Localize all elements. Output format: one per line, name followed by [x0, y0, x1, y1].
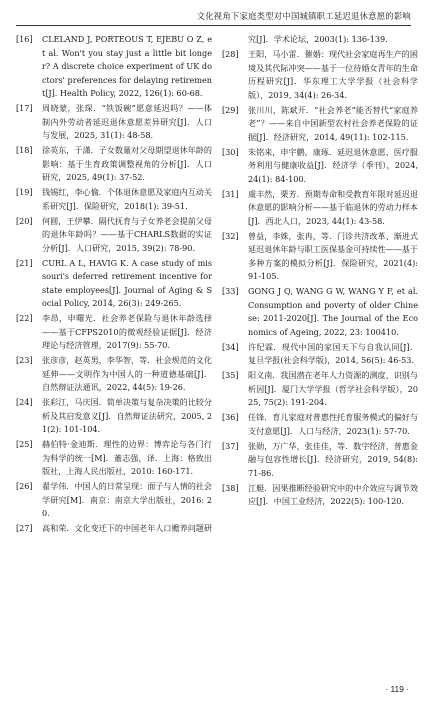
reference-entry	[222, 341, 418, 368]
reference-text: 赫伯特·金迪斯．理性的边界：博弈论与各门行为科学的统一[M]．董志强，译．上海：格致出版社，上海人民出版社，2010: 160-171.	[42, 439, 212, 476]
reference-entry	[16, 312, 212, 353]
references-right-column	[222, 33, 418, 510]
reference-entry	[16, 215, 212, 256]
reference-entry	[16, 354, 212, 395]
reference-number: [32]	[222, 230, 239, 241]
reference-number: [17]	[16, 103, 33, 113]
reference-entry	[222, 48, 418, 102]
reference-entry	[16, 396, 212, 437]
reference-number: [35]	[222, 370, 239, 380]
reference-text: 张勋，万广华，张佳佳，等．数字经济、普惠金融与包容性增长[J]．经济研究，2019, 54(8): 71-86.	[248, 440, 418, 478]
reference-text: 曾益，李姝，张冉，等．门诊共济改革、渐进式延迟退休年龄与职工医保基金可持续性——基于多种方案的模拟分析[J]．保险研究，2021(4): 91-105.	[248, 230, 418, 281]
header-rule	[16, 25, 411, 26]
reference-text: CURL A L, HAVIG K. A case study of missouri's deferred retirement incentive for state employees[J]. Journal of Aging & Social Policy, 2014, 26(3): 249-265.	[42, 257, 212, 308]
reference-entry	[222, 104, 418, 145]
reference-number: [29]	[222, 104, 239, 115]
reference-text: 徐英东，于潇．子女数量对父母期望退休年龄的影响：基于生育政策调整视角的分析[J]．人口研究，2025, 49(1): 37-52.	[42, 145, 212, 182]
reference-entry	[222, 369, 418, 410]
reference-number: [23]	[16, 355, 33, 365]
reference-text: 究[J]．学术论坛，2003(1): 136-139.	[248, 34, 388, 44]
reference-text: 何圆，王伊攀．隔代抚育与子女养老会提前父母的退休年龄吗？——基于CHARLS数据的实证分析[J]．人口研究，2015, 39(2): 78-90.	[42, 215, 212, 253]
reference-text: 张川川，陈斌开．“社会养老”能否替代“家庭养老”？——来自中国新型农村社会养老保险的证据[J]．经济研究，2014, 49(11): 102-115.	[248, 104, 418, 142]
reference-text: 高和荣．文化变迁下的中国老年人口赡养问题研	[42, 523, 212, 533]
reference-number: [24]	[16, 397, 33, 407]
reference-entry	[16, 480, 212, 521]
reference-number: [33]	[222, 286, 239, 296]
reference-entry	[222, 188, 418, 229]
reference-text: 虞丰然，栗芳．预期寿命和受教育年限对延迟退休意愿的影响分析——基于临退休的劳动力样本[J]．西北人口，2023, 44(1): 43-58.	[248, 188, 418, 226]
reference-number: [27]	[16, 523, 33, 533]
reference-number: [31]	[222, 188, 239, 199]
reference-entry	[222, 285, 418, 339]
reference-entry	[222, 230, 418, 284]
reference-entry	[222, 411, 418, 438]
reference-text: 阳义南．我国潜在老年人力资源的测度、识别与析因[J]．厦门大学学报（哲学社会科学版），2025, 75(2): 191-204.	[248, 370, 418, 407]
reference-number: [18]	[16, 145, 33, 155]
reference-entry	[222, 482, 418, 509]
reference-number: [26]	[16, 481, 33, 491]
reference-text: GONG J Q, WANG G W, WANG Y F, et al. Consumption and poverty of older Chinese: 2011-2020[J]. The Journal of the Economics of Ageing, 2022, 23: 100410.	[248, 286, 418, 337]
reference-text: 许纪霖．现代中国的家国天下与自我认同[J]．复旦学报(社会科学版)，2014, 56(5): 46-53.	[248, 341, 418, 365]
reference-text: 任锋．育儿家庭对普惠性托育服务模式的偏好与支付意愿[J]．人口与经济，2023(1): 57-70.	[248, 412, 418, 436]
reference-number: [21]	[16, 257, 33, 268]
reference-text: 翟学伟．中国人的日常呈现：面子与人情的社会学研究[M]．南京：南京大学出版社，2016: 20.	[42, 481, 212, 518]
reference-number: [25]	[16, 439, 33, 449]
running-header-title: 文化视角下家庭类型对中国城镇职工延迟退休意愿的影响	[196, 11, 411, 21]
reference-entry	[16, 186, 212, 213]
reference-text: 张彦彦，赵英男，李华智，等．社会规范的文化延伸——文明作为中国人的一种道德基础[J]．自然辩证法通讯，2022, 44(5): 19-26.	[42, 355, 212, 392]
reference-number: [16]	[16, 34, 33, 44]
reference-entry	[16, 522, 212, 536]
reference-number: [34]	[222, 341, 239, 352]
reference-number: [30]	[222, 146, 239, 157]
reference-text: 王阳，马小雷．催婚：现代社会家庭再生产的困境及其代际冲突——基于一位待婚女青年的生命历程研究[J]．华东理工大学学报（社会科学版），2019, 34(4): 26-34.	[248, 49, 418, 100]
reference-text: 李昂，申曙光．社会养老保险与退休年龄选择——基于CFPS2010的微观经验证据[J]．经济理论与经济管理，2017(9): 55-70.	[42, 313, 212, 350]
reference-text: CLELAND J, PORTEOUS T, EJEBU O Z, et al. Won't you stay just a little bit longer? A discrete choice experiment of UK doctors' preferences for delaying retirement[J]. Health Policy, 2022, 126(1): 60-68.	[42, 34, 212, 98]
reference-text: 张彩江，马庆国．简单决策与复杂决策的比较分析及其启发意义[J]．自然辩证法研究，2005, 21(2): 101-104.	[42, 397, 212, 434]
reference-entry	[16, 144, 212, 185]
reference-entry	[222, 33, 418, 47]
page-number: · 119 ·	[385, 684, 409, 694]
reference-number: [38]	[222, 482, 239, 493]
reference-number	[222, 33, 248, 47]
reference-entry	[222, 146, 418, 187]
reference-text: 江艇．因果推断经验研究中的中介效应与调节效应[J]．中国工业经济，2022(5): 100-120.	[248, 482, 418, 506]
running-header	[0, 0, 427, 28]
reference-entry	[16, 102, 212, 143]
reference-entry	[222, 440, 418, 481]
reference-text: 朱铭来，申宇鹏，康琢．延迟退休意愿、医疗服务利用与健康收益[J]．经济学（季刊），2024, 24(1): 84-100.	[248, 146, 418, 184]
reference-number: [28]	[222, 49, 239, 59]
reference-entry	[16, 33, 212, 101]
reference-number: [36]	[222, 412, 239, 422]
reference-entry	[16, 257, 212, 311]
references-left-column	[16, 33, 212, 537]
reference-number: [20]	[16, 215, 33, 226]
reference-text: 钱锡红，李心愉．个体退休意愿及家庭内互动关系研究[J]．保险研究，2018(1): 39-51.	[42, 187, 212, 211]
reference-number: [22]	[16, 313, 33, 323]
reference-number: [19]	[16, 187, 33, 197]
reference-text: 周晓蒙，张琛．“铁饭碗”愿意延迟吗？——体制内外劳动者延迟退休意愿差异研究[J]．人口与发展，2025, 31(1): 48-58.	[42, 103, 212, 140]
reference-entry	[16, 438, 212, 479]
reference-number: [37]	[222, 440, 239, 451]
